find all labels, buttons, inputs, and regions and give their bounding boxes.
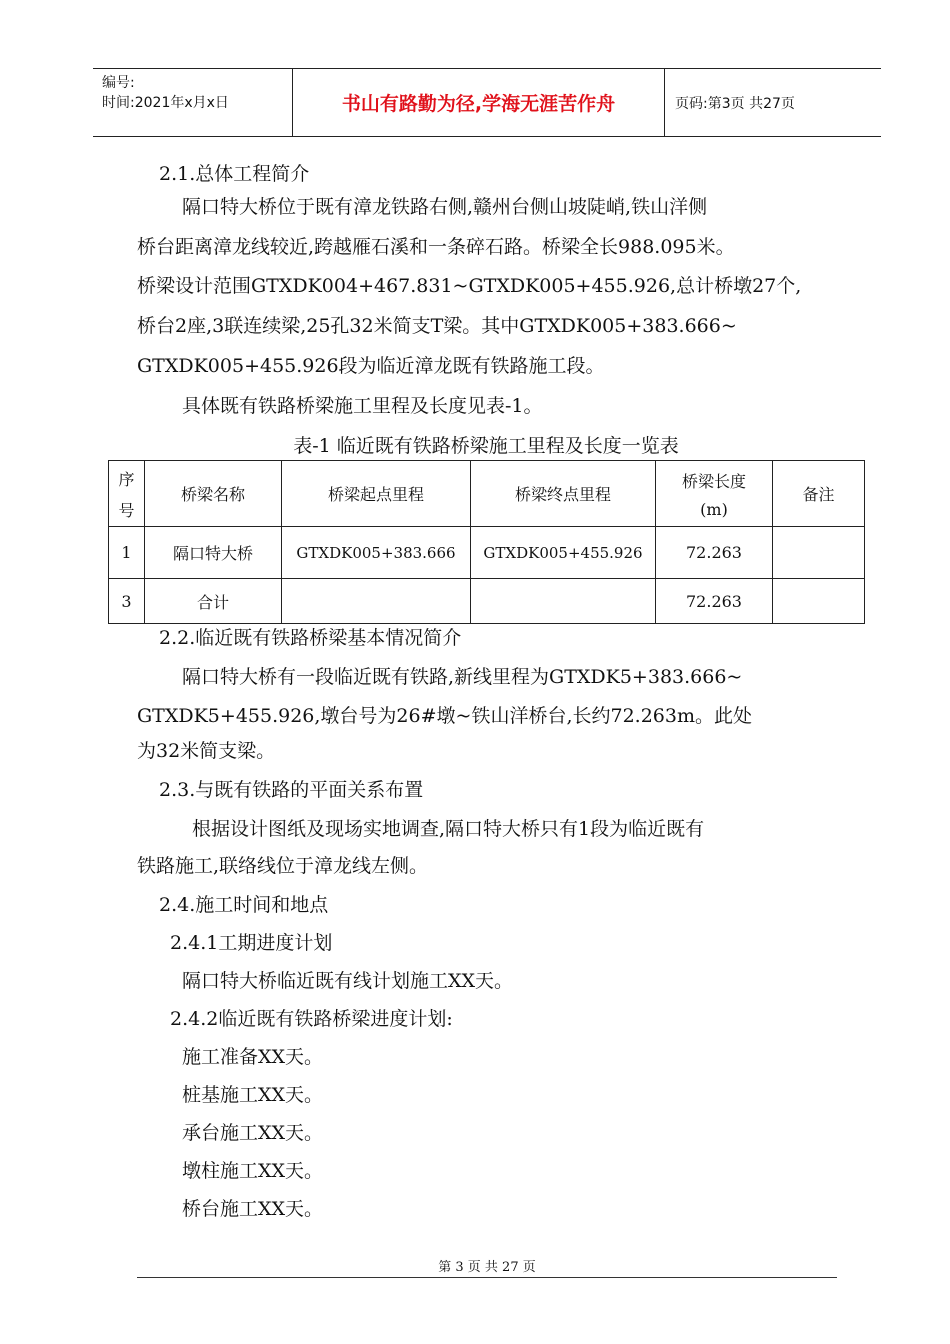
paragraph-line: 隔口特大桥有一段临近既有铁路,新线里程为GTXDK5+383.666~ (182, 666, 743, 688)
table-row (109, 527, 865, 579)
plan-item: 桥台施工XX天。 (182, 1198, 324, 1220)
plan-item: 承台施工XX天。 (182, 1122, 324, 1144)
motto: 书山有路勤为径,学海无涯苦作舟 (293, 69, 665, 136)
time-label: 时间:2021年x月x日 (102, 95, 229, 111)
table-caption: 表-1 临近既有铁路桥梁施工里程及长度一览表 (293, 435, 679, 457)
cell-length: 72.263 (656, 527, 773, 579)
cell-note (773, 527, 865, 579)
cell-name: 合计 (145, 579, 282, 624)
header-name: 桥梁名称 (145, 461, 282, 527)
section-2-4-2-title: 2.4.2临近既有铁路桥梁进度计划: (170, 1008, 453, 1030)
header-seq: 序 号 (109, 461, 145, 527)
header-length: 桥梁长度 (m) (656, 461, 773, 527)
cell-seq: 1 (109, 527, 145, 579)
paragraph-line: 桥台距离漳龙线较近,跨越雁石溪和一条碎石路。桥梁全长988.095米。 (137, 236, 735, 258)
section-2-3-title: 2.3.与既有铁路的平面关系布置 (159, 779, 424, 801)
paragraph-line: GTXDK005+455.926段为临近漳龙既有铁路施工段。 (137, 355, 605, 377)
header-note: 备注 (773, 461, 865, 527)
cell-start (282, 579, 471, 624)
section-2-4-1-title: 2.4.1工期进度计划 (170, 932, 333, 954)
cell-end: GTXDK005+455.926 (471, 527, 656, 579)
table-row (109, 579, 865, 624)
paragraph-line: 为32米简支梁。 (137, 740, 276, 762)
header-start: 桥梁起点里程 (282, 461, 471, 527)
number-label: 编号: (102, 75, 135, 91)
table-header-row (109, 461, 865, 527)
cell-end (471, 579, 656, 624)
header-end: 桥梁终点里程 (471, 461, 656, 527)
section-2-4-title: 2.4.施工时间和地点 (159, 894, 329, 916)
paragraph-line: 铁路施工,联络线位于漳龙线左侧。 (137, 855, 429, 877)
section-2-2-title: 2.2.临近既有铁路桥梁基本情况简介 (159, 627, 462, 649)
page-header (93, 68, 881, 137)
paragraph-line: 具体既有铁路桥梁施工里程及长度见表-1。 (182, 395, 543, 417)
paragraph-line: 隔口特大桥位于既有漳龙铁路右侧,赣州台侧山坡陡峭,铁山洋侧 (182, 196, 708, 218)
page-code: 页码:第3页 共27页 (675, 95, 795, 112)
cell-start: GTXDK005+383.666 (282, 527, 471, 579)
cell-seq: 3 (109, 579, 145, 624)
mileage-table (108, 460, 865, 624)
plan-item: 施工准备XX天。 (182, 1046, 324, 1068)
cell-length: 72.263 (656, 579, 773, 624)
paragraph-line: 桥梁设计范围GTXDK004+467.831~GTXDK005+455.926,总计桥墩27个, (137, 275, 802, 297)
plan-item: 桩基施工XX天。 (182, 1084, 324, 1106)
header-meta (93, 69, 293, 136)
section-2-1-title: 2.1.总体工程简介 (159, 163, 310, 185)
cell-note (773, 579, 865, 624)
page-footer: 第 3 页 共 27 页 (438, 1260, 536, 1275)
footer-divider (137, 1277, 837, 1278)
cell-name: 隔口特大桥 (145, 527, 282, 579)
paragraph-line: 桥台2座,3联连续梁,25孔32米简支T梁。其中GTXDK005+383.666~ (137, 315, 737, 337)
paragraph-line: 根据设计图纸及现场实地调查,隔口特大桥只有1段为临近既有 (192, 818, 705, 840)
plan-item: 墩柱施工XX天。 (182, 1160, 324, 1182)
paragraph-line: GTXDK5+455.926,墩台号为26#墩~铁山洋桥台,长约72.263m。此处 (137, 705, 752, 727)
paragraph-line: 隔口特大桥临近既有线计划施工XX天。 (182, 970, 514, 992)
